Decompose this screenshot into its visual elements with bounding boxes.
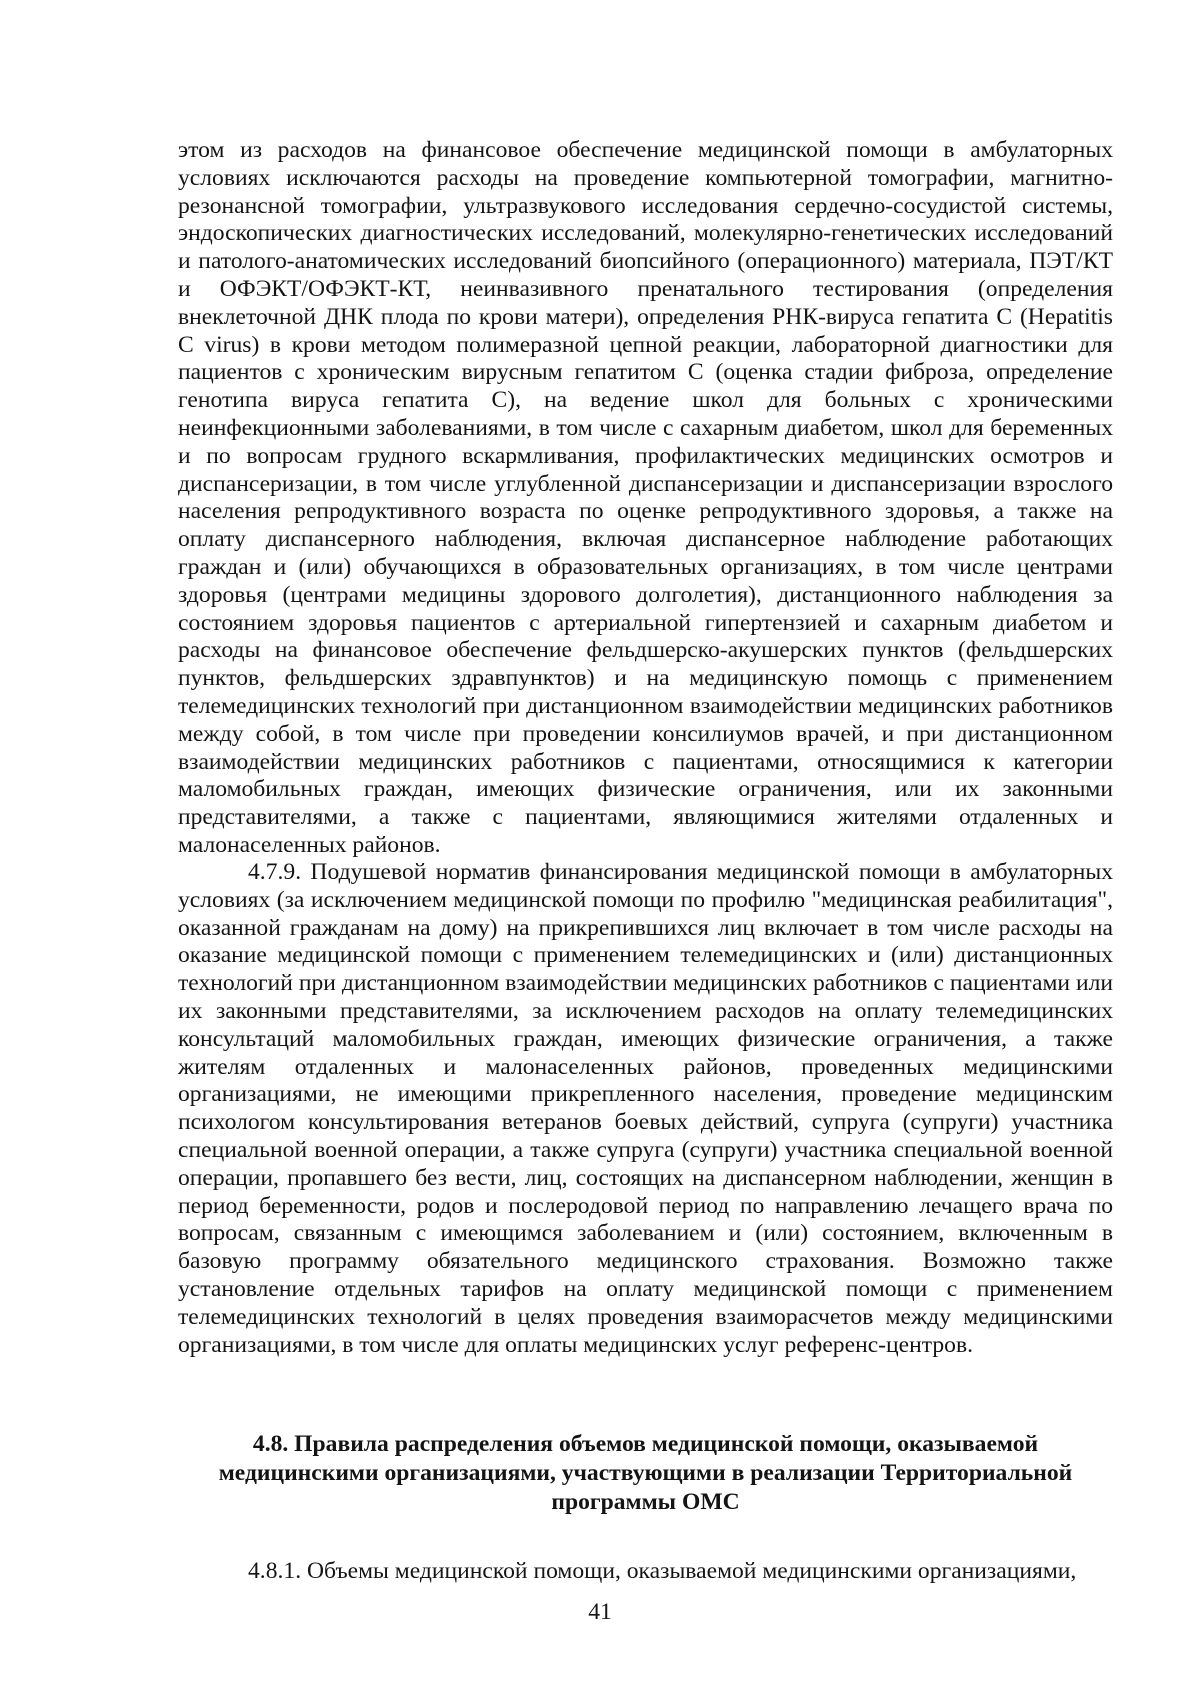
paragraph-text: этом из расходов на финансовое обеспечение медицинской помощи в амбулаторных условиях исключаются расходы на проведение компьютерной томографии, магнитно-резонансной томографии, ультразвукового исследования сердечно-сосудистой системы, эндоскопических диагностических исследований, молекулярно-генетических исследований и патолого-анатомических исследований биопсийного (операционного) материала, ПЭТ/КТ и ОФЭКТ/ОФЭКТ-КТ, неинвазивного пренатального тестирования (определения внеклеточной ДНК плода по крови матери), определения РНК-вируса гепатита С (Hepatitis C virus) в крови методом полимеразной цепной реакции, лабораторной диагностики для пациентов с хроническим вирусным гепатитом С (оценка стадии фиброза, определение генотипа вируса гепатита С), на ведение школ для больных с хроническими неинфекционными заболеваниями, в том числе с сахарным диабетом, школ для беременных и по вопросам грудного вскармливания, профилактических медицинских осмотров и диспансеризации, в том числе углубленной диспансеризации и диспансеризации взрослого населения репродуктивного возраста по оценке репродуктивного здоровья, а также на оплату диспансерного наблюдения, включая диспансерное наблюдение работающих граждан и (или) обучающихся в образовательных организациях, в том числе центрами здоровья (центрами медицины здорового долголетия), дистанционного наблюдения за состоянием здоровья пациентов с артериальной гипертензией и сахарным диабетом и расходы на финансовое обеспечение фельдшерско-акушерских пунктов (фельдшерских пунктов, фельдшерских здравпунктов) и на медицинскую помощь с применением телемедицинских технологий при дистанционном взаимодействии медицинских работников между собой, в том числе при проведении консилиумов врачей, и при дистанционном взаимодействии медицинских работников с пациентами, относящимися к категории маломобильных граждан, имеющих физические ограничения, или их законными представителями, а также с пациентами, являющимися жителями отдаленных и малонаселенных районов. [178,137,1113,858]
page-number: 41 [588,1599,612,1625]
paragraph-text: 4.7.9. Подушевой норматив финансирования медицинской помощи в амбулаторных условиях (за исключением медицинской помощи по профилю "медицинская реабилитация", оказанной гражданам на дому) на прикрепившихся лиц включает в том числе расходы на оказание медицинской помощи с применением телемедицинских и (или) дистанционных технологий при дистанционном взаимодействии медицинских работников с пациентами или их законными представителями, за исключением расходов на оплату телемедицинских консультаций маломобильных граждан, имеющих физические ограничения, а также жителям отдаленных и малонаселенных районов, проведенных медицинскими организациями, не имеющими прикрепленного населения, проведение медицинским психологом консультирования ветеранов боевых действий, супруга (супруги) участника специальной военной операции, а также супруга (супруги) участника специальной военной операции, пропавшего без вести, лиц, состоящих на диспансерном наблюдении, женщин в период беременности, родов и послеродовой период по направлению лечащего врача по вопросам, связанным с имеющимся заболеванием и (или) состоянием, включенным в базовую программу обязательного медицинского страхования. Возможно также установление отдельных тарифов на оплату медицинской помощи с применением телемедицинских технологий в целях проведения взаиморасчетов между медицинскими организациями, в том числе для оплаты медицинских услуг референс-центров. [178,859,1113,1358]
section-heading-4-8 [178,1430,1113,1517]
heading-line: программы ОМС [551,1489,740,1515]
body-paragraph-4-7-9 [178,859,1113,1359]
body-paragraph-4-8-1: 4.8.1. Объемы медицинской помощи, оказываемой медицинскими организациями, [248,1558,1077,1584]
heading-line: 4.8. Правила распределения объемов медицинской помощи, оказываемой [252,1431,1039,1457]
heading-line: медицинскими организациями, участвующими в реализации Территориальной [218,1460,1073,1486]
body-paragraph-continued [178,137,1113,860]
